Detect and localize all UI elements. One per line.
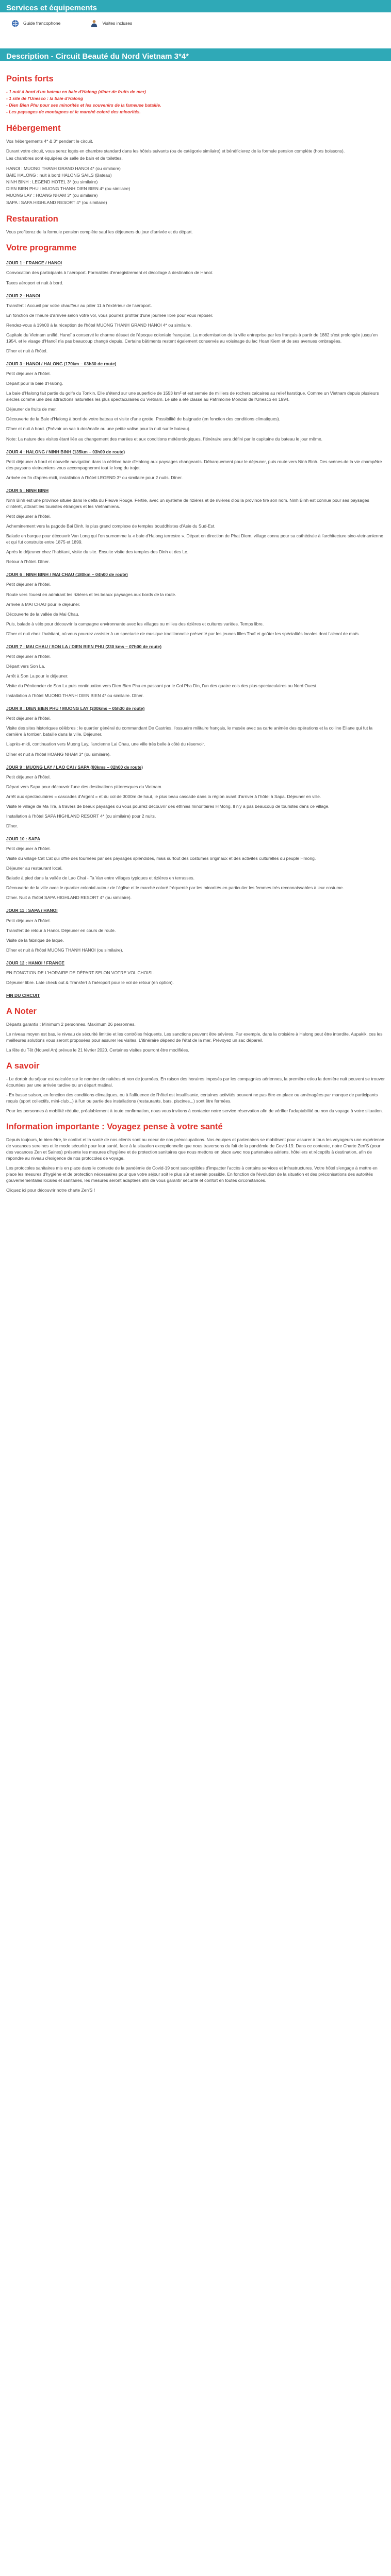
service-visits bbox=[90, 20, 132, 27]
day-title: JOUR 7 : MAI CHAU / SON LA / DIEN BIEN PHU (230 kms – 07h00 de route) bbox=[6, 643, 162, 649]
day-paragraph: Arrivée à MAI CHAU pour le déjeuner. bbox=[6, 601, 80, 607]
day-title: JOUR 11 : SAPA / HANOI bbox=[6, 908, 58, 913]
day-paragraph: En fonction de l'heure d'arrivée selon votre vol, vous pourrez profiter d'une journée libre pour vous reposer. bbox=[6, 312, 214, 318]
day-paragraph: Découverte de la ville avec le quartier colonial autour de l'église et le marché coloré fréquenté par les minorités en particulier les femmes très reconnaissables à leur costume. bbox=[6, 885, 344, 891]
points-forts-item: - Dien Bien Phu pour ses minorités et les souvenirs de la fameuse bataille. bbox=[6, 103, 161, 108]
day-body bbox=[6, 774, 385, 829]
day-paragraph: Petit déjeuner à l'hôtel. bbox=[6, 716, 51, 721]
day-paragraph: Visite le village de Ma Tra, à travers de beaux paysages où vous pourrez découvrir des ethnies minoritaires H'Mong. Il n'y a pas beaucoup de touristes dans ce village. bbox=[6, 803, 330, 809]
day-paragraph: Départ vers Son La. bbox=[6, 663, 45, 669]
day-body bbox=[6, 302, 385, 354]
day-paragraph: Note: La nature des visites étant liée au changement des marées et aux conditions météorologiques, l'itinéraire sera défini par le capitaine du bateau le jour même. bbox=[6, 436, 323, 442]
day-title: JOUR 3 : HANOI / HALONG (170km – 03h30 de route) bbox=[6, 361, 117, 366]
day-paragraph: Visite du village Cat Cat qui offre des tournées par ses paysages splendides, mais surtout des costumes originaux et des activités culturelles du peuple Hmong. bbox=[6, 856, 316, 861]
day-body bbox=[6, 653, 385, 699]
points-forts-list bbox=[6, 89, 385, 116]
day-paragraph: Déjeuner de fruits de mer. bbox=[6, 406, 57, 412]
day-body bbox=[6, 370, 385, 442]
programme-title: Votre programme bbox=[6, 243, 77, 252]
day-paragraph: Petit déjeuner à l'hôtel. bbox=[6, 514, 51, 519]
day-paragraph: Visite du Pénitencier de Son La puis continuation vers Dien Bien Phu en passant par le Col Pha Din, l'un des quatre cols des plus spectaculaires au Nord Ouest. bbox=[6, 683, 318, 689]
day-paragraph: Ninh Binh est une province située dans le delta du Fleuve Rouge. Fertile, avec un système de rizières et de rivières d'où la province tire son nom. Ninh Binh est connue pour ses paysages d'intérêt, attirant les touristes étrangers et les Vietnamiens. bbox=[6, 497, 369, 509]
day-title: JOUR 12 : HANOI / FRANCE bbox=[6, 960, 64, 965]
day-paragraph: Balade à pied dans la vallée de Lao Chai - Ta Van entre villages typiques et rizières en terrasses. bbox=[6, 875, 194, 881]
day-title: JOUR 9 : MUONG LAY / LAO CAI / SAPA (80kms – 02h00 de route) bbox=[6, 764, 143, 770]
day-paragraph: Dîner et nuit à l'hôtel HOANG NHAM 3* (ou similaire). bbox=[6, 751, 111, 757]
day-body bbox=[6, 459, 385, 481]
day-paragraph: Déjeuner au restaurant local. bbox=[6, 866, 63, 871]
day-title: JOUR 10 : SAPA bbox=[6, 836, 40, 841]
a-savoir-paragraph: Pour les personnes à mobilité réduite, préalablement à toute confirmation, nous vous invitons à contacter notre service réservation afin de vérifier l'adaptabilité ou non du voyage à votre situation. bbox=[6, 1108, 383, 1114]
services-row bbox=[0, 12, 391, 48]
day-paragraph: Balade en barque pour découvrir Van Long qui l'on surnomme la « baie d'Halong terrestre ». Départ en direction de Phat Diem, village connu pour sa cathédrale à l'architecture sino-vietnamienne et qui fut construite entre 1875 et 1899. bbox=[6, 533, 383, 545]
points-forts-title: Points forts bbox=[6, 74, 54, 83]
a-savoir-body bbox=[6, 1076, 385, 1114]
day-paragraph: Petit déjeuner à l'hôtel. bbox=[6, 653, 51, 659]
guide-icon bbox=[11, 20, 19, 27]
sante-link[interactable]: Cliquez ici pour découvrir notre charte Zen'S ! bbox=[6, 1188, 95, 1193]
restauration-title: Restauration bbox=[6, 214, 58, 224]
day-paragraph: Route vers l'ouest en admirant les rizières et les beaux paysages aux bords de la route. bbox=[6, 591, 176, 597]
a-noter-paragraph: Départs garantis : Minimum 2 personnes. Maximum 26 personnes. bbox=[6, 1021, 136, 1027]
a-noter-body bbox=[6, 1021, 385, 1053]
day-title: JOUR 1 : FRANCE / HANOI bbox=[6, 260, 62, 266]
service-guide-label: Guide francophone bbox=[23, 21, 61, 26]
sante-paragraph: Depuis toujours, le bien-être, le confort et la santé de nos clients sont au coeur de nos préoccupations. Nos équipes et partenaires se mobilisent pour assurer à tous les voyageurs une expérience de vacances sereines et le mode sécurité pour leur santé, face à la situation exceptionnelle que nous traversons du fait de la pandémie de Covid-19. Dans ce contexte, notre Charte Zen'S (pour des vacances Zen et Saines) présente les mesures d'hygiène et de protection sanitaires que nous mettons en place avec nos partenaires aériens, hôteliers et réceptifs à destination, afin de répondre au niveau d'exigence de nos protocoles de voyage. bbox=[6, 1137, 384, 1161]
a-savoir-paragraph: - Le dortoir du séjour est calculée sur le nombre de nuitées et non de journées. En raison des horaires imposés par les compagnies aériennes, la première et/ou la dernière nuit peuvent se trouver écourtées par une arrivée tardive ou un départ matinal. bbox=[6, 1076, 385, 1088]
day-paragraph: Puis, balade à vélo pour découvrir la campagne environnante avec les villages ou milieu des rizières et cultures variées. Temps libre. bbox=[6, 621, 264, 626]
day-paragraph: Rendez-vous à 19h00 à la réception de l'hôtel MUONG THANH GRAND HANOI 4* ou similaire. bbox=[6, 322, 192, 328]
day-paragraph: Découverte de la Baie d'Halong à bord de votre bateau et visite d'une grotte. Possibilité de baignade (en fonction des conditions climatiques). bbox=[6, 416, 281, 422]
a-noter-title: A Noter bbox=[6, 1007, 37, 1016]
day-paragraph: Visite de la fabrique de laque. bbox=[6, 937, 64, 943]
day-paragraph: Dîner et nuit à l'hôtel. bbox=[6, 348, 48, 353]
day-paragraph: Capitale du Vietnam unifié, Hanoï a conservé le charme désuet de l'époque coloniale française. La modernisation de la ville entreprise par les français à partir de 1882 s'est prolongée jusqu'en 1954, et le visage d'Hanoï n'a pas beaucoup changé depuis. Certains bâtiments restent également conservés au voisinage du lac Hoan Kiem et de ses avenues ombragées. bbox=[6, 332, 378, 344]
day-paragraph: Taxes aéroport et nuit à bord. bbox=[6, 280, 63, 285]
a-savoir-title: A savoir bbox=[6, 1061, 40, 1071]
day-body bbox=[6, 715, 385, 757]
day-paragraph: L'après-midi, continuation vers Muong Lay, l'ancienne Lai Chau, une ville très belle à côté du réservoir. bbox=[6, 741, 205, 747]
programme-days bbox=[6, 260, 385, 986]
day-paragraph: La baie d'Halong fait partie du golfe du Tonkin. Elle s'étend sur une superficie de 1553 km² et est semée de milliers de rochers calcaires au relief karstique. Comme un Vietnam depuis plusieurs siècles comme une des attractions naturelles les plus spectaculaires du Vietnam. Le site a été classé au Patrimoine Mondial de l'Unesco en 1994. bbox=[6, 391, 379, 402]
day-body bbox=[6, 497, 385, 565]
day-paragraph: Dîner et nuit à bord. (Prévoir un sac à dos/malle ou une petite valise pour la nuit sur le bateau). bbox=[6, 426, 191, 432]
day-paragraph: Dîner et nuit à l'hôtel MUONG THANH HANOI (ou similaire). bbox=[6, 947, 123, 953]
a-noter-paragraph: Le niveau moyen est bas, le niveau de sécurité limitée et les contrôles fréquents. Les sanctions peuvent être sévères. Par exemple, dans la croisière à Halong peut être interdite. Aupakik, ces les meilleures solutions vous seront proposées pour assurer les visites. L'itinéraire dépend de l'état de la mer. Prévoyez un sac dépareil. bbox=[6, 1031, 383, 1043]
hebergement-hotels: HANOI : MUONG THANH GRAND HANOI 4* (ou similaire) BAIE HALONG : nuit à bord HALONG SAILS (Bateau) NINH BINH : LEGEND HOTEL 3* (ou similaire) DIEN BIEN PHU : MUONG THANH DIEN BIEN 4* (ou similaire) MUONG LAY : HOANG NHAM 3* (ou similaire) SAPA : SAPA HIGHLAND RESORT 4* (ou similaire) bbox=[6, 165, 131, 205]
sante-title: Information importante : Voyagez pense à votre santé bbox=[6, 1122, 223, 1132]
restauration-text: Vous profiterez de la formule pension complète sauf les déjeuners du jour d'arrivée et du départ. bbox=[6, 229, 193, 234]
day-paragraph: Acheminement vers la pagode Bai Dinh, le plus grand complexe de temples bouddhistes d'Asie du Sud-Est. bbox=[6, 523, 216, 529]
day-paragraph: Petit déjeuner à l'hôtel. bbox=[6, 371, 51, 377]
sante-paragraph: Les protocoles sanitaires mis en place dans le contexte de la pandémie de Covid-19 sont susceptibles d'impacter l'accès à certains services et infrastructures. Votre hôtel s'engage à mettre en place les mesures d'hygiène et de protection nécessaires pour que votre séjour soit le plus sûr et serein possible. En fonction de l'évolution de la situation et des préconisations des autorités gouvernementales locales et sanitaires, les mesures seront adaptées afin de vous garantir sécurité et confort en toutes circonstances. bbox=[6, 1165, 378, 1183]
a-savoir-paragraph: - En basse saison, en fonction des conditions climatiques, ou à l'affluence de l'hôtel est insuffisante, certaines activités peuvent ne pas être en place ou aménagées par manque de participants requis (sport collectifs, mini-club...) à l'un ou partie des installations (restaurants, bars, piscines...) sont être fermées. bbox=[6, 1092, 378, 1104]
hebergement-intro: Vos hébergements 4* & 3* pendant le circuit. bbox=[6, 139, 93, 144]
day-paragraph: Après le déjeuner chez l'habitant, visite du site. Ensuite visite des temples des Dinh et des Le. bbox=[6, 549, 189, 555]
hebergement-details: Durant votre circuit, vous serez logés en chambre standard dans les hôtels suivants (ou de catégorie similaire) et bénéficierez de la formule pension complète (hors boissons). Les chambres sont équipées de salle de bain et de toilettes. bbox=[6, 148, 345, 161]
day-title: JOUR 5 : NINH BINH bbox=[6, 487, 49, 493]
day-paragraph: Transfert : Accueil par votre chauffeur au pilier 11 à l'extérieur de l'aéroport. bbox=[6, 302, 152, 308]
programme-end: FIN DU CIRCUIT bbox=[6, 992, 40, 998]
points-forts-item: - Les paysages de montagnes et le marché coloré des minorités. bbox=[6, 109, 141, 115]
day-paragraph: Dîner. bbox=[6, 823, 18, 828]
day-paragraph: Petit déjeuner à l'hôtel. bbox=[6, 582, 51, 587]
day-paragraph: Installation à l'hôtel MUONG THANH DIEN BIEN 4* ou similaire. Dîner. bbox=[6, 693, 144, 699]
day-paragraph: Déjeuner libre. Late check out & Transfert à l'aéroport pour le vol de retour (en option). bbox=[6, 979, 174, 985]
points-forts-item: - 1 nuit à bord d'un bateau en baie d'Halong (dîner de fruits de mer) bbox=[6, 89, 146, 94]
day-paragraph: Départ pour la baie d'Halong. bbox=[6, 381, 63, 386]
day-body bbox=[6, 845, 385, 901]
day-title: JOUR 2 : HANOI bbox=[6, 293, 40, 298]
day-paragraph: Arrêt aux spectaculaires « cascades d'Argent » et du col de 3000m de haut, le plus beau cascade dans la région avant d'arriver à l'hôtel à Sapa. Déjeuner en ville. bbox=[6, 793, 321, 799]
sante-body bbox=[6, 1137, 385, 1194]
day-paragraph: Dîner et nuit chez l'habitant, où vous pourrez assister à un spectacle de musique traditionnelle présenté par les jeunes filles Thaï et goûter les spécialités locales dont l'alcool de maïs. bbox=[6, 631, 360, 636]
day-paragraph: Découverte de la vallée de Mai Chau. bbox=[6, 611, 79, 617]
day-paragraph: Arrivée en fin d'après-midi, installation à l'hôtel LEGEND 3* ou similaire pour 2 nuits. Dîner. bbox=[6, 474, 183, 480]
day-paragraph: Transfert de retour à Hanoï. Déjeuner en cours de route. bbox=[6, 927, 116, 933]
a-noter-paragraph: La fête du Têt (Nouvel An) prévue le 21 février 2020. Certaines visites pourront être modifiées. bbox=[6, 1047, 189, 1053]
points-forts-item: - 1 site de l'Unesco : la baie d'Halong bbox=[6, 95, 84, 101]
day-title: JOUR 6 : NINH BINH / MAI CHAU (180km – 04h00 de route) bbox=[6, 572, 128, 578]
day-paragraph: Installation à l'hôtel SAPA HIGHLAND RESORT 4* (ou similaire) pour 2 nuits. bbox=[6, 813, 156, 819]
services-banner: Services et équipements bbox=[0, 0, 391, 12]
day-body bbox=[6, 269, 385, 285]
day-body bbox=[6, 970, 385, 986]
day-paragraph: Convocation des participants à l'aéroport. Formalités d'enregistrement et décollage à destination de Hanoï. bbox=[6, 270, 214, 276]
day-paragraph: Petit déjeuner à bord et nouvelle navigation dans la célèbre baie d'Halong aux paysages changeants. Débarquement pour le déjeuner, puis route vers Ninh Binh. Des scènes de la vie champêtre des paysans vietnamiens vous accompagneront tout le long du trajet. bbox=[6, 459, 382, 470]
day-paragraph: Retour à l'hôtel. Dîner. bbox=[6, 559, 50, 565]
day-paragraph: Petit déjeuner à l'hôtel. bbox=[6, 774, 51, 779]
day-paragraph: Visite des sites historiques célèbres : le quartier général du commandant De Castries, l'ossuaire militaire français, le musée avec sa carte animée des opérations et la colline Eliane qui fut la dernière à tomber, bataille dans la ville. Déjeuner. bbox=[6, 725, 373, 737]
day-paragraph: Arrêt à Son La pour le déjeuner. bbox=[6, 673, 69, 679]
day-paragraph: EN FONCTION DE L'HORAIRE DE DÉPART SELON VOTRE VOL CHOISI. bbox=[6, 970, 154, 975]
visits-icon bbox=[90, 20, 98, 27]
day-paragraph: Petit déjeuner à l'hôtel. bbox=[6, 918, 51, 923]
day-paragraph: Dîner. Nuit à l'hôtel SAPA HIGHLAND RESORT 4* (ou similaire). bbox=[6, 895, 132, 901]
day-title: JOUR 8 : DIEN BIEN PHU / MUONG LAY (200kms – 05h30 de route) bbox=[6, 706, 145, 711]
description-content bbox=[0, 61, 391, 1207]
day-body bbox=[6, 918, 385, 953]
description-banner: Description - Circuit Beauté du Nord Vietnam 3*4* bbox=[0, 48, 391, 61]
day-body bbox=[6, 581, 385, 636]
service-visits-label: Visites incluses bbox=[102, 21, 133, 26]
hebergement-title: Hébergement bbox=[6, 124, 61, 133]
day-title: JOUR 4 : HALONG / NINH BINH (135km – 03h00 de route) bbox=[6, 449, 125, 454]
day-paragraph: Petit déjeuner à l'hôtel. bbox=[6, 846, 51, 852]
day-paragraph: Départ vers Sapa pour découvrir l'une des destinations pittoresques du Vietnam. bbox=[6, 784, 162, 789]
service-guide bbox=[11, 20, 60, 27]
